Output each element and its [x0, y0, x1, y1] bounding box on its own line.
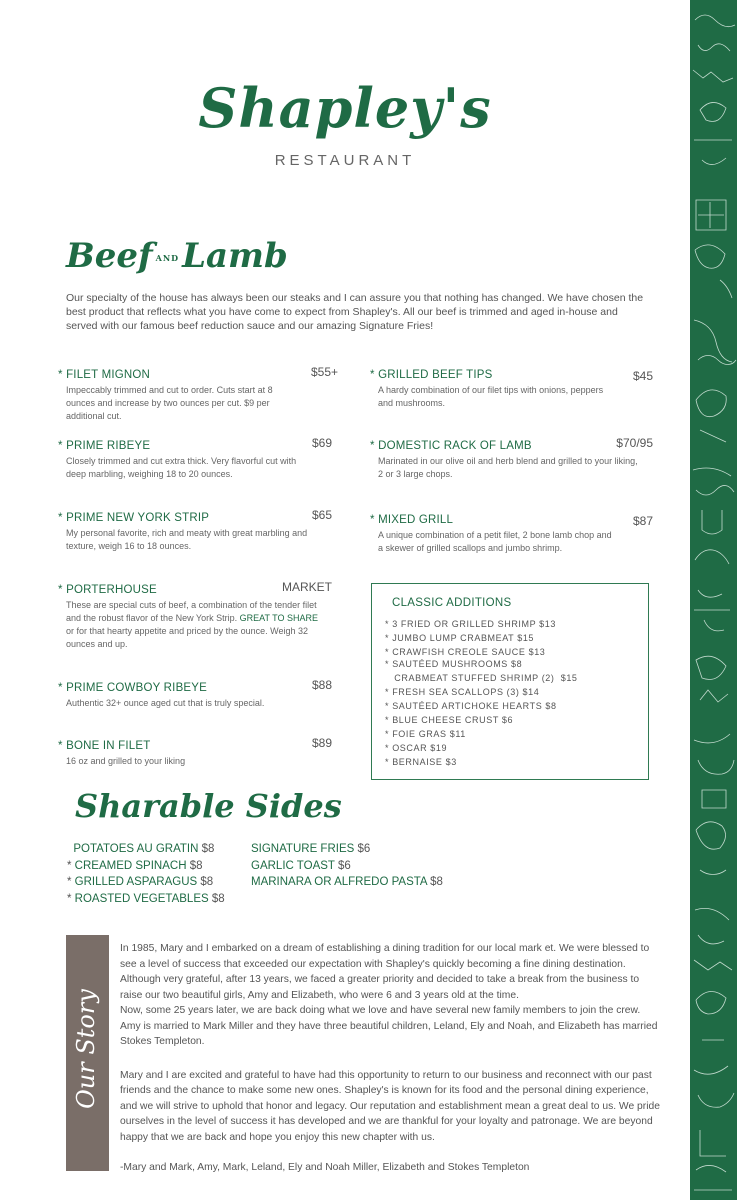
side-price: $8 — [430, 876, 443, 888]
menu-item-mixed-grill — [370, 510, 653, 555]
list-item: * SAUTÉED MUSHROOMS $8 — [385, 659, 523, 669]
story-paragraph: Now, some 25 years later, we are back doing what we love and have several new family members to join the crew. Amy is married to Mark Miller and they have three beautiful children, Leland, Ely and Noah, and Elizabeth has married Stokes Templeton. — [120, 1005, 658, 1047]
side-name: CREAMED SPINACH — [74, 859, 187, 872]
item-name: * PRIME NEW YORK STRIP — [58, 512, 210, 524]
item-description — [58, 599, 328, 651]
item-description: Impeccably trimmed and cut to order. Cuts start at 8 ounces and increase by two ounces per cut. $9 per additional cut. — [66, 385, 273, 421]
item-prefix: * — [67, 892, 75, 905]
side-price: $8 — [200, 876, 214, 888]
list-item — [251, 874, 443, 891]
item-prefix: * — [67, 876, 75, 888]
story-signature: -Mary and Mark, Amy, Mark, Leland, Ely and Noah Miller, Elizabeth and Stokes Templeton — [120, 1162, 530, 1173]
item-name: * PRIME RIBEYE — [58, 440, 151, 452]
list-item: CRABMEAT STUFFED SHRIMP (2) $15 — [385, 673, 578, 683]
sides-list-left — [67, 841, 225, 907]
list-item: * FOIE GRAS $11 — [385, 729, 466, 739]
menu-item-porterhouse — [58, 580, 338, 651]
item-name: * BONE IN FILET — [58, 740, 151, 752]
item-description: Marinated in our olive oil and herb blend and grilled to your liking, 2 or 3 large chops. — [378, 456, 638, 479]
item-description: A hardy combination of our filet tips with onions, peppers and mushrooms. — [378, 385, 604, 408]
menu-item-prime-cowboy-ribeye — [58, 678, 338, 710]
menu-item-prime-ribeye — [58, 436, 338, 481]
item-price: $55+ — [310, 365, 338, 379]
menu-item-filet-mignon — [58, 365, 338, 423]
desc-text: or for that hearty appetite and priced by the ounce. Weigh 32 ounces and up. — [66, 626, 308, 649]
sides-list-right — [251, 841, 443, 891]
our-story-label: Our Story — [72, 989, 100, 1109]
list-item — [251, 858, 443, 875]
item-description: Closely trimmed and cut extra thick. Very flavorful cut with deep marbling, weighing 18 to 20 ounces. — [66, 456, 297, 479]
item-price: $70/95 — [616, 436, 653, 450]
item-description: Authentic 32+ ounce aged cut that is truly special. — [66, 698, 265, 708]
menu-item-grilled-beef-tips — [370, 365, 653, 410]
classic-additions-box — [371, 583, 649, 780]
item-price: $87 — [632, 514, 653, 528]
desc-highlight: GREAT TO SHARE — [239, 613, 318, 623]
list-item: * CRAWFISH CREOLE SAUCE $13 — [385, 647, 546, 657]
list-item — [251, 841, 443, 858]
title-beef: Beef — [66, 236, 153, 276]
menu-item-bone-in-filet — [58, 736, 338, 768]
item-name: * GRILLED BEEF TIPS — [370, 369, 493, 381]
title-lamb: Lamb — [182, 236, 288, 276]
side-price: $8 — [201, 843, 215, 855]
side-price: $8 — [211, 892, 225, 905]
item-name: * MIXED GRILL — [370, 514, 454, 526]
item-description: A unique combination of a petit filet, 2 bone lamb chop and a skewer of grilled scallops and jumbo shrimp. — [378, 530, 612, 553]
line-art-icon — [690, 0, 737, 1200]
classic-additions-title: CLASSIC ADDITIONS — [392, 597, 512, 609]
item-prefix: * — [67, 859, 75, 872]
list-item — [67, 858, 225, 875]
list-item: * BLUE CHEESE CRUST $6 — [385, 715, 514, 725]
list-item: * JUMBO LUMP CRABMEAT $15 — [385, 633, 535, 643]
list-item — [67, 891, 225, 908]
side-name: MARINARA OR ALFREDO PASTA — [251, 876, 427, 888]
side-name: GARLIC TOAST — [251, 859, 335, 872]
item-price: MARKET — [281, 580, 332, 594]
item-name: * PRIME COWBOY RIBEYE — [58, 682, 208, 694]
story-paragraph: In 1985, Mary and I embarked on a dream of establishing a dining tradition for our local mark et. We were blessed to see a level of success that exceeded our expectation with Shapley's quickly becoming a fine dining destination. Although very grateful, after 13 years, we faced a greater priority and decided to take a break from the business to raise our two beautiful girls, Amy and Elizabeth, who were 6 and 3 years old at the time. — [120, 943, 650, 1001]
menu-item-domestic-rack-of-lamb — [370, 436, 653, 481]
our-story-bar — [66, 935, 109, 1171]
restaurant-logo — [0, 78, 690, 169]
item-name: * DOMESTIC RACK OF LAMB — [370, 440, 532, 452]
side-name: GRILLED ASPARAGUS — [74, 876, 198, 888]
item-price: $69 — [311, 436, 332, 450]
list-item: * BERNAISE $3 — [385, 757, 457, 767]
decorative-side-illustration — [690, 0, 737, 1200]
side-name: ROASTED VEGETABLES — [74, 892, 209, 905]
item-name: * PORTERHOUSE — [58, 584, 157, 596]
item-price: $45 — [632, 369, 653, 383]
item-price: $89 — [311, 736, 332, 750]
list-item — [67, 841, 225, 858]
item-price: $88 — [311, 678, 332, 692]
item-price: $65 — [311, 508, 332, 522]
desc-text: These are special cuts of beef, a combination of the tender filet and the robust flavor of the New York Strip. — [66, 600, 317, 623]
section-title-beef-and-lamb — [66, 236, 288, 276]
list-item: * SAUTÉED ARTICHOKE HEARTS $8 — [385, 701, 557, 711]
classic-additions-list — [385, 617, 578, 769]
logo-subtitle: RESTAURANT — [274, 152, 416, 169]
side-price: $6 — [357, 843, 371, 855]
side-name: POTATOES AU GRATIN — [73, 843, 199, 855]
item-name: * FILET MIGNON — [58, 369, 151, 381]
side-price: $6 — [337, 859, 351, 872]
side-name: SIGNATURE FRIES — [251, 843, 355, 855]
title-and: AND — [155, 253, 180, 263]
section-title-sharable-sides: Sharable Sides — [75, 787, 342, 825]
section-intro: Our specialty of the house has always been our steaks and I can assure you that nothing has changed. We have chosen the best product that reflects what you have come to expect from Shapley's. All our beef is trimmed and aged in-house and served with our famous beef reduction sauce and our amazing Signature Fries! — [66, 292, 644, 332]
list-item: * 3 FRIED OR GRILLED SHRIMP $13 — [385, 619, 556, 629]
list-item: * FRESH SEA SCALLOPS (3) $14 — [385, 687, 540, 697]
our-story-text — [120, 941, 660, 1191]
list-item — [67, 874, 225, 891]
item-description: My personal favorite, rich and meaty with great marbling and texture, weigh 16 to 18 ounces. — [66, 528, 308, 551]
list-item: * OSCAR $19 — [385, 743, 448, 753]
story-paragraph: Mary and I are excited and grateful to have had this opportunity to return to our business and reconnect with our past friends and the chance to make some new ones. Shapley's is known for its food and the personal dining experience, and we will strive to uphold that honor and legacy. Our reputation and establishment mean a great deal to us. We pride ourselves in the level of success it has developed and we are thankful for your loyalty and patronage. We are beyond happy that we are back and hope you enjoy this new chapter with us. — [120, 1069, 660, 1143]
logo-script: Shapley's — [198, 76, 492, 140]
side-price: $8 — [189, 859, 203, 872]
item-description: 16 oz and grilled to your liking — [66, 756, 186, 766]
menu-item-prime-new-york-strip — [58, 508, 338, 553]
